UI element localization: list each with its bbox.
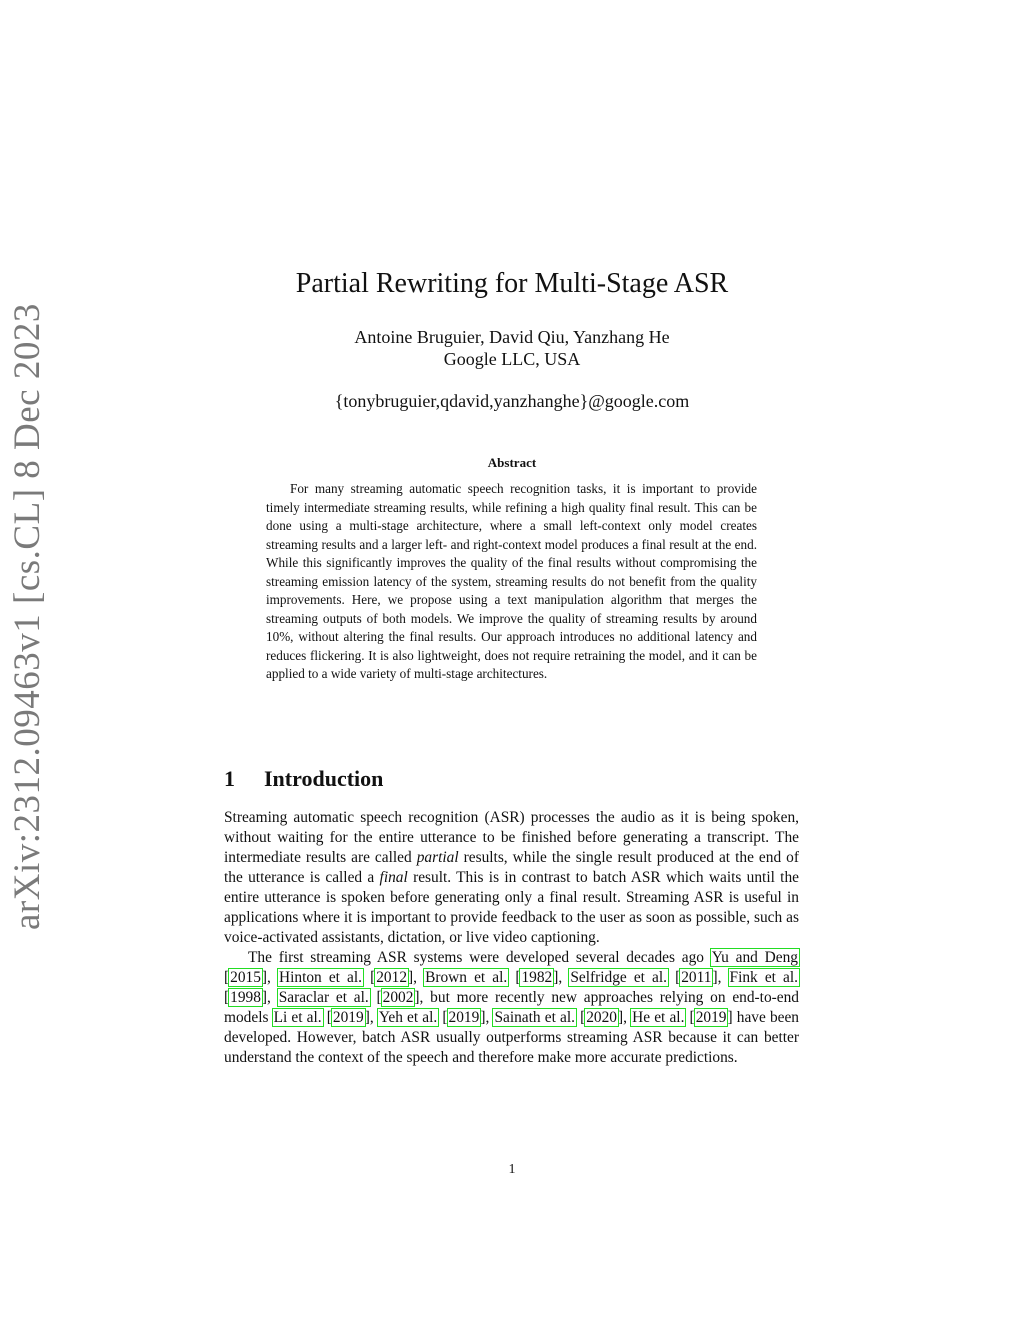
citation-link[interactable]: Yeh et al. bbox=[378, 1009, 438, 1026]
emphasis-partial: partial bbox=[416, 849, 459, 866]
citation-link[interactable]: Hinton et al. bbox=[279, 969, 363, 986]
citation-link[interactable]: Sainath et al. bbox=[494, 1009, 575, 1026]
citation-link[interactable]: Li et al. bbox=[273, 1009, 322, 1026]
author-names: Antoine Bruguier, David Qiu, Yanzhang He bbox=[354, 327, 670, 347]
citation-year-link[interactable]: 2015 bbox=[230, 969, 261, 986]
intro-text: The first streaming ASR systems were developed several decades ago bbox=[248, 949, 711, 966]
citation-year-link[interactable]: 2012 bbox=[376, 969, 408, 986]
citation-year-link[interactable]: 2002 bbox=[382, 989, 414, 1006]
abstract-text: For many streaming automatic speech recognition tasks, it is important to provide timely intermediate streaming results, while refining a high quality final result. This can be done using a multi-stage architecture, where a small left-context only model creates streaming results and a larger left- and right-context model produces a final result at the end. While this significantly improves the quality of the final results without compromising the streaming emission latency of the system, streaming results do not benefit from the quality improvements. Here, we propose using a text manipulation algorithm that merges the streaming outputs of both models. We improve the quality of streaming results by around 10%, without altering the final results. Our approach introduces no additional latency and reduces flickering. It is also lightweight, does not require retraining the model, and it can be applied to a wide variety of multi-stage architectures. bbox=[266, 481, 757, 681]
abstract-heading: Abstract bbox=[487, 455, 537, 470]
intro-text: results, while the single result produced at the end of the utterance is called a bbox=[224, 849, 799, 886]
intro-paragraph-1 bbox=[224, 808, 799, 948]
intro-text: , but more recently new approaches relying on end-to-end models bbox=[224, 989, 799, 1026]
intro-text: have been developed. However, batch ASR usually outperforms streaming ASR because it can better understand the context of the speech and therefore make more accurate predictions. bbox=[224, 1009, 799, 1066]
citation-year-link[interactable]: 2020 bbox=[586, 1009, 617, 1026]
citation-year-link[interactable]: 1982 bbox=[521, 969, 553, 986]
introduction-body bbox=[224, 808, 799, 1068]
author-email: {tonybruguier,qdavid,yanzhanghe}@google.com bbox=[334, 391, 690, 411]
citation-link[interactable]: Selfridge et al. bbox=[570, 969, 667, 986]
page-number: 1 bbox=[508, 1162, 516, 1177]
citation-year-link[interactable]: 2019 bbox=[448, 1009, 480, 1026]
citation-year-link[interactable]: 2011 bbox=[681, 969, 712, 986]
citation-link[interactable]: Fink et al. bbox=[729, 969, 798, 986]
arxiv-identifier-stamp: arXiv:2312.09463v1 [cs.CL] 8 Dec 2023 bbox=[7, 303, 48, 930]
emphasis-final: final bbox=[379, 869, 408, 886]
section-title: Introduction bbox=[264, 766, 384, 791]
section-number: 1 bbox=[224, 766, 235, 791]
citation-year-link[interactable]: 2019 bbox=[332, 1009, 364, 1026]
citation-link[interactable]: Brown et al. bbox=[425, 969, 508, 986]
citation-link[interactable]: Yu and Deng bbox=[711, 949, 798, 966]
author-block bbox=[0, 326, 1024, 370]
citation-year-link[interactable]: 2019 bbox=[695, 1009, 727, 1026]
intro-paragraph-2: The first streaming ASR systems were developed several decades ago Yu and Deng [2015], Hinton et al. [2012], Brown et al. [1982], Selfridge et al. [2011], Fink et al. [1998], Saraclar et al. [2002], but more recently new approaches relying on end-to-end models Li et al. [2019], Yeh et al. [2019], Sainath et al. [2020], He et al. [2019] have been developed. However, batch ASR usually outperforms streaming ASR because it can better understand the context of the speech and therefore make more accurate predictions. bbox=[224, 949, 799, 1066]
citation-link[interactable]: Saraclar et al. bbox=[278, 989, 369, 1006]
abstract-body bbox=[266, 480, 757, 684]
intro-text: result. This is in contrast to batch ASR which waits until the entire utterance is spoken before generating only a final result. Streaming ASR is useful in applications where it is important to provide feedback to the user as soon as possible, such as voice-activated assistants, dictation, or live video captioning. bbox=[224, 869, 799, 946]
citation-year-link[interactable]: 1998 bbox=[230, 989, 261, 1006]
section-heading bbox=[224, 766, 383, 792]
paper-title: Partial Rewriting for Multi-Stage ASR bbox=[295, 268, 729, 299]
author-affiliation: Google LLC, USA bbox=[443, 349, 581, 369]
intro-text: Streaming automatic speech recognition (ASR) processes the audio as it is being spoken, without waiting for the entire utterance to be finished before generating a transcript. The intermediate results are called bbox=[224, 809, 799, 866]
citation-link[interactable]: He et al. bbox=[632, 1009, 685, 1026]
